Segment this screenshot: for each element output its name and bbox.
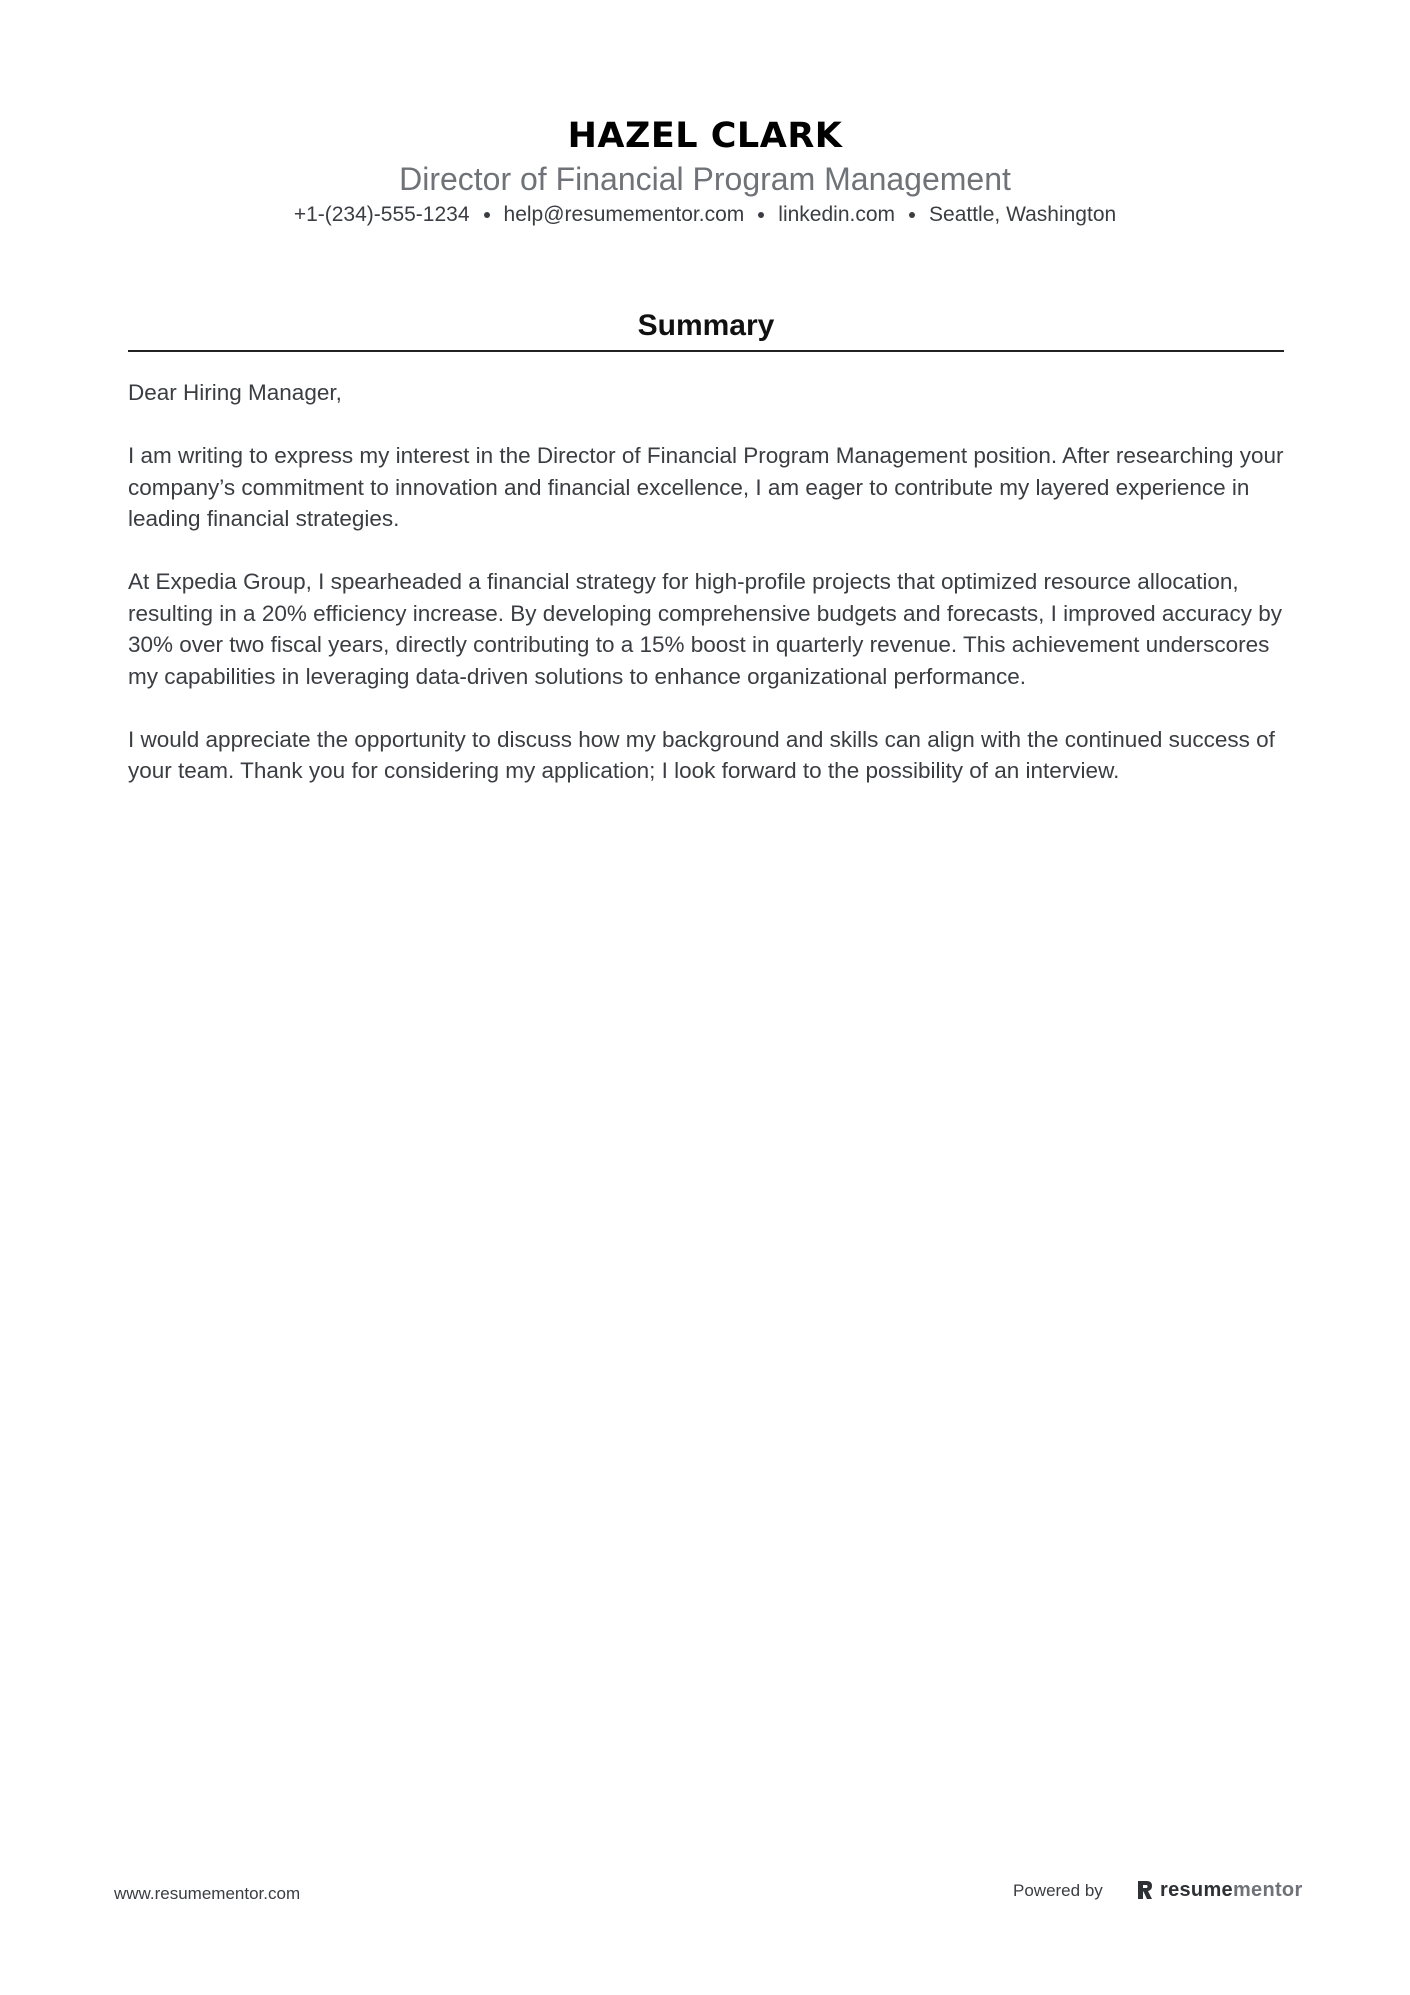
contact-location: Seattle, Washington [929, 203, 1117, 226]
bullet-separator-icon [758, 212, 764, 218]
powered-by-label: Powered by [1013, 1881, 1103, 1900]
letter-paragraph: I am writing to express my interest in the Director of Financial Program Management position. After researching your company’s commitment to innovation and financial excellence, I am eager to contribute my layered experience in leading financial strategies. [128, 443, 1284, 531]
letter-body [128, 377, 1288, 818]
brand-wordmark-light: mentor [1232, 1878, 1303, 1901]
letter-paragraph: At Expedia Group, I spearheaded a financial strategy for high-profile projects that optimized resource allocation, resulting in a 20% efficiency increase. By developing comprehensive budgets and forecasts, I improved accuracy by 30% over two fiscal years, directly contributing to a 15% boost in quarterly revenue. This achievement underscores my capabilities in leveraging data-driven solutions to enhance organizational performance. [128, 569, 1282, 689]
brand-wordmark [1160, 1879, 1303, 1902]
brand-wordmark-bold: resume [1160, 1878, 1233, 1901]
contact-line [0, 198, 1410, 232]
bullet-separator-icon [484, 212, 490, 218]
section-divider [128, 350, 1284, 352]
job-title: Director of Financial Program Management [399, 161, 1011, 197]
letter-paragraph: I would appreciate the opportunity to discuss how my background and skills can align with the continued success of your team. Thank you for considering my application; I look forward to the possibility of an interview. [128, 726, 1275, 783]
bullet-separator-icon [909, 212, 915, 218]
candidate-name: HAZEL CLARK [567, 116, 843, 156]
letter-greeting: Dear Hiring Manager, [128, 380, 342, 405]
section-title-summary: Summary [637, 309, 775, 342]
resumementor-brand[interactable] [1136, 1876, 1303, 1904]
footer-website-link[interactable]: www.resumementor.com [114, 1884, 301, 1903]
contact-phone: +1-(234)-555-1234 [293, 203, 470, 226]
contact-linkedin[interactable]: linkedin.com [778, 203, 896, 226]
contact-email[interactable]: help@resumementor.com [503, 203, 745, 226]
resumementor-logo-icon [1136, 1879, 1154, 1901]
resume-header [0, 112, 1410, 232]
